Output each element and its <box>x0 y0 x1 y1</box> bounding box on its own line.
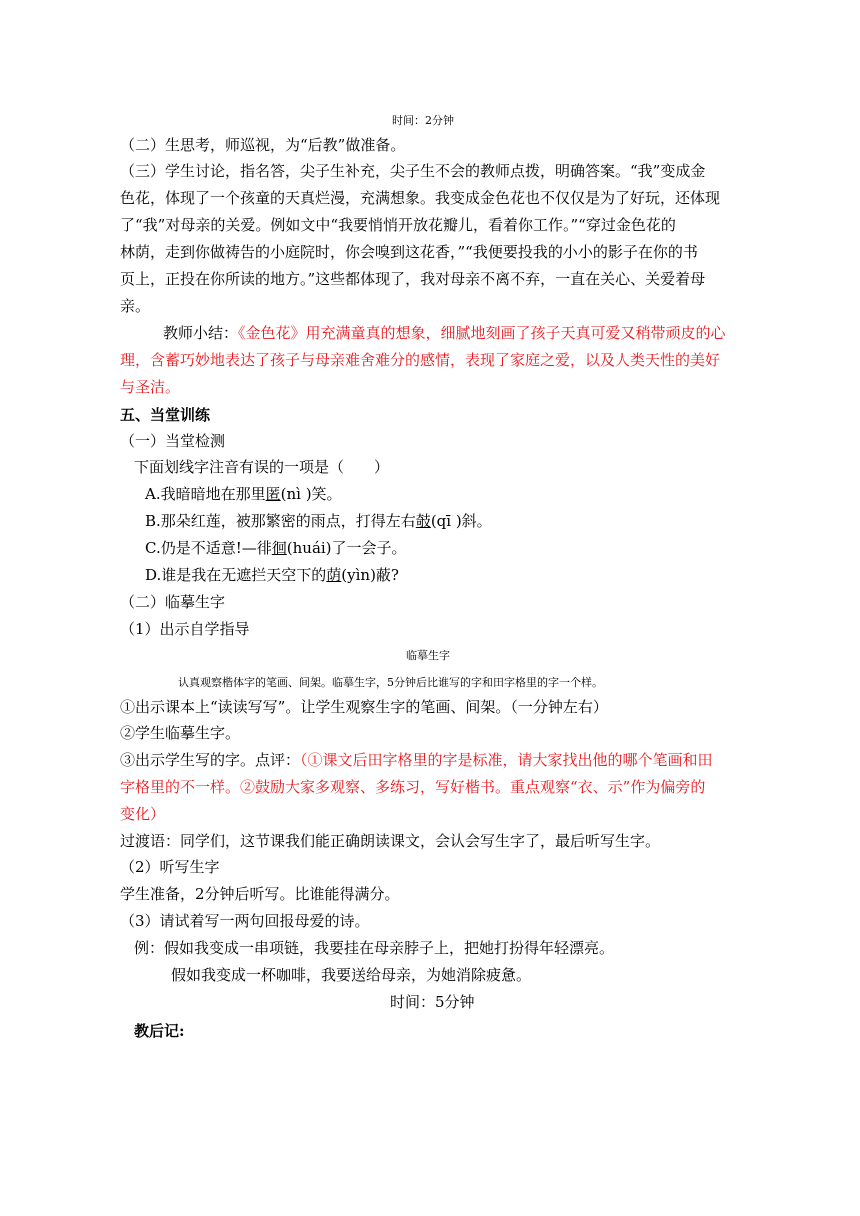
summary-label: 教师小结： <box>163 324 239 342</box>
step-c-comment: （①课文后田字格里的字是标准，请大家找出他的哪个笔画和田 <box>300 751 713 769</box>
step-3-line-4: 林荫，走到你做祷告的小庭院时，你会嗅到这花香，”“我便要投我的小小的影子在你的书 <box>120 243 698 261</box>
transition-text: 过渡语：同学们，这节课我们能正确朗读课文，会认会写生字了，最后听写生字。 <box>120 832 661 850</box>
step-c-label: ③出示学生写的字。点评： <box>120 751 301 769</box>
time-note-small: 时间：2分钟 <box>392 114 454 127</box>
time-note: 时间：5分钟 <box>390 993 475 1011</box>
option-b <box>145 511 492 531</box>
sub-heading-dictation: （2）听写生字 <box>120 858 220 876</box>
step-c-line-3: 变化） <box>120 805 166 823</box>
question-text: 下面划线字注音有误的一项是（ ） <box>134 458 390 476</box>
option-a-underlined: 匿 <box>265 485 281 503</box>
option-b-post: (qī )斜。 <box>430 512 492 530</box>
step-b: ②学生临摹生字。 <box>120 724 241 742</box>
step-3-line-3: 了“我”对母亲的关爱。例如文中“我要悄悄开放花瓣儿，看着你工作。”“穿过金色花的 <box>120 216 676 234</box>
option-d-pre: D.谁是我在无遮拦天空下的 <box>145 566 327 584</box>
step-3-line-2: 色花，体现了一个孩童的天真烂漫，充满想象。我变成金色花也不仅仅是为了好玩，还体现 <box>120 189 721 207</box>
option-c-pre: C.仍是不适意!—徘 <box>145 539 272 557</box>
section-5-heading: 五、当堂训练 <box>120 406 211 424</box>
step-c-line-1 <box>120 750 713 770</box>
after-class-notes-label: 教后记: <box>134 1022 185 1040</box>
example-line-1: 例：假如我变成一串项链，我要挂在母亲脖子上，把她打扮得年轻漂亮。 <box>134 939 615 957</box>
teacher-summary-line-2: 理，含蓄巧妙地表达了孩子与母亲难舍难分的感情，表现了家庭之爱，以及人类天性的美好 <box>120 351 721 369</box>
option-c-post: (huái)了一会子。 <box>286 539 407 557</box>
step-a: ①出示课本上“读读写写”。让学生观察生字的笔画、间架。（一分钟左右） <box>120 698 608 716</box>
guide-title: 临摹生字 <box>406 649 450 662</box>
guide-text: 认真观察楷体字的笔画、间架。临摹生字，5分钟后比谁写的字和田字格里的字一个样。 <box>178 676 603 689</box>
option-a-post: (nì )笑。 <box>280 485 342 503</box>
sub-heading-check: （一）当堂检测 <box>120 432 226 450</box>
teacher-summary-line-1 <box>163 323 726 343</box>
sub-heading-guide: （1）出示自学指导 <box>120 620 250 638</box>
step-3-line-1: （三）学生讨论，指名答，尖子生补充，尖子生不会的教师点拨，明确答案。“我”变成金 <box>120 162 706 180</box>
sub-heading-copy: （二）临摹生字 <box>120 593 226 611</box>
step-3-line-6: 亲。 <box>120 297 151 315</box>
option-d <box>145 565 399 585</box>
option-a-pre: A.我暗暗地在那里 <box>145 485 266 503</box>
sub-heading-poem: （3）请试着写一两句回报母爱的诗。 <box>120 912 370 930</box>
step-3-line-5: 页上，正投在你所读的地方。”这些都体现了，我对母亲不离不弃，一直在关心、关爱着母 <box>120 270 706 288</box>
option-c-underlined: 徊 <box>271 539 287 557</box>
option-d-post: (yìn)蔽? <box>341 566 399 584</box>
example-line-2: 假如我变成一杯咖啡，我要送给母亲，为她消除疲惫。 <box>171 966 532 984</box>
option-a <box>145 484 342 504</box>
step-c-line-2: 字格里的不一样。②鼓励大家多观察、多练习，写好楷书。重点观察“衣、示”作为偏旁的 <box>120 778 706 796</box>
option-b-pre: B.那朵红莲，被那繁密的雨点，打得左右 <box>145 512 416 530</box>
step-2-text: （二）生思考，师巡视，为“后教”做准备。 <box>120 136 406 154</box>
teacher-summary-line-3: 与圣洁。 <box>120 378 181 396</box>
summary-text: 《金色花》用充满童真的想象，细腻地刻画了孩子天真可爱又稍带顽皮的心 <box>238 324 726 342</box>
option-b-underlined: 攲 <box>415 512 431 530</box>
dictation-text: 学生准备，2分钟后听写。比谁能得满分。 <box>120 885 400 903</box>
option-c <box>145 538 407 558</box>
option-d-underlined: 荫 <box>326 566 342 584</box>
